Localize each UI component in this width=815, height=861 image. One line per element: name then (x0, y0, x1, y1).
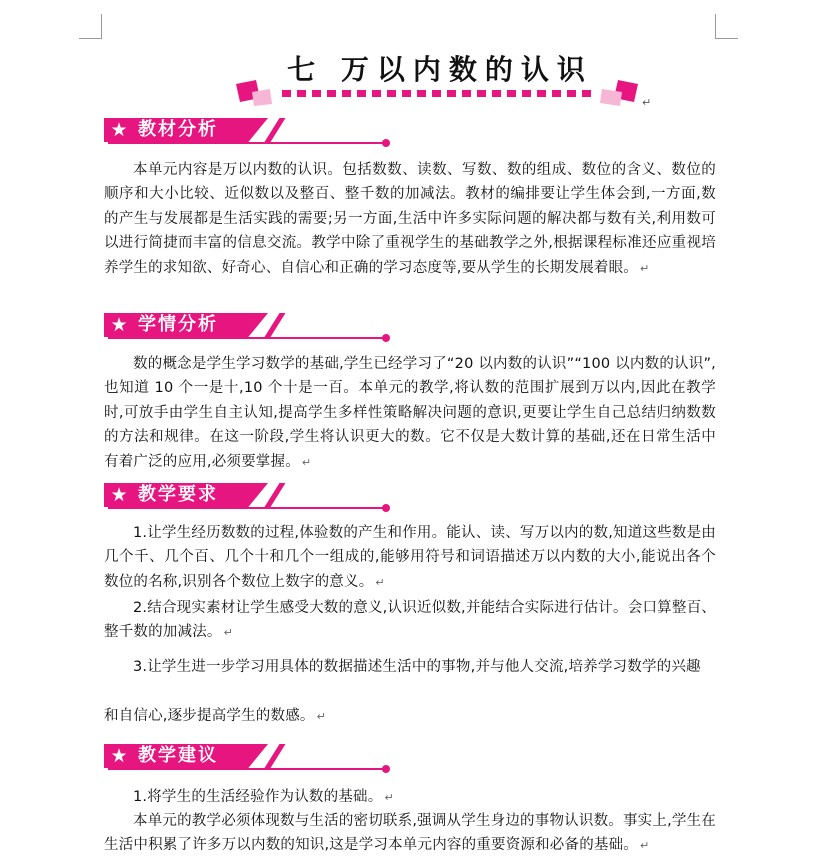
star-icon: ★ (110, 745, 128, 767)
requirement-item-3-continued: 和自信心,逐步提高学生的数感。 ↵ (104, 708, 327, 724)
page-corner-mark-top-left (79, 14, 102, 39)
suggestion-paragraph: 本单元的教学必须体现数与生活的密切联系,强调从学生身边的事物认识数。事实上,学生在生活中积累了许多万以内数的知识,这是学习本单元内容的重要资源和必备的基础。 ↵ (104, 813, 716, 854)
student-analysis-paragraph: 数的概念是学生学习数学的基础,学生已经学习了“20 以内数的认识”“100 以内数的认识”,也知道 10 个一是十,10 个十是一百。本单元的教学,将认数的范围扩展到万以内,因此在教学时,可放手由学生自主认知,提高学生多样性策略解决问题的意识,更要让学生自己总结归纳数数的方法和规律。在这一阶段,学生将认识更大的数。它不仅是大数计算的基础,还在日常生活中有着广泛的应用,必须要掌握。 ↵ (104, 356, 716, 470)
page-corner-mark-top-right (715, 14, 738, 39)
section-heading-teaching-requirements: ★ 教学要求 (104, 483, 404, 509)
section-heading-student-analysis: ★ 学情分析 (104, 313, 404, 339)
chapter-title: 七 万以内数的认识 (287, 53, 593, 86)
textbook-analysis-paragraph: 本单元内容是万以内数的认识。包括数数、读数、写数、数的组成、数位的含义、数位的顺序和大小比较、近似数以及整百、整千数的加减法。教材的编排要让学生体会到,一方面,数的产生与发展都是生活实践的需要;另一方面,生活中许多实际问题的解决都与数有关,利用数可以进行简捷而丰富的信息交流。教学中除了重视学生的基础教学之外,根据课程标准还应重视培养学生的求知欲、好奇心、自信心和正确的学习态度等,要从学生的长期发展着眼。 ↵ (104, 162, 716, 276)
star-icon: ★ (110, 484, 128, 506)
title-decorative-bar (230, 78, 650, 106)
requirement-item-3: 3.让学生进一步学习用具体的数据描述生活中的事物,并与他人交流,培养学习数学的兴趣 (133, 659, 701, 675)
section-heading-textbook-analysis: ★ 教材分析 (104, 118, 404, 144)
star-icon: ★ (110, 314, 128, 336)
section-heading-teaching-suggestions: ★ 教学建议 (104, 744, 404, 770)
suggestion-item-1: 1.将学生的生活经验作为认数的基础。 ↵ (133, 789, 394, 805)
chapter-title-block (230, 44, 652, 109)
paragraph-mark: ↵ (642, 96, 652, 109)
star-icon: ★ (110, 119, 128, 141)
requirement-item-1: 1.让学生经历数数的过程,体验数的产生和作用。能认、读、写万以内的数,知道这些数是由几个千、几个百、几个十和几个一组成的,能够用符号和词语描述万以内数的大小,能说出各个数位的名称,识别各个数位上数字的意义。 ↵ (104, 525, 716, 590)
requirement-item-2: 2.结合现实素材让学生感受大数的意义,认识近似数,并能结合实际进行估计。会口算整百、整千数的加减法。 ↵ (104, 600, 716, 641)
